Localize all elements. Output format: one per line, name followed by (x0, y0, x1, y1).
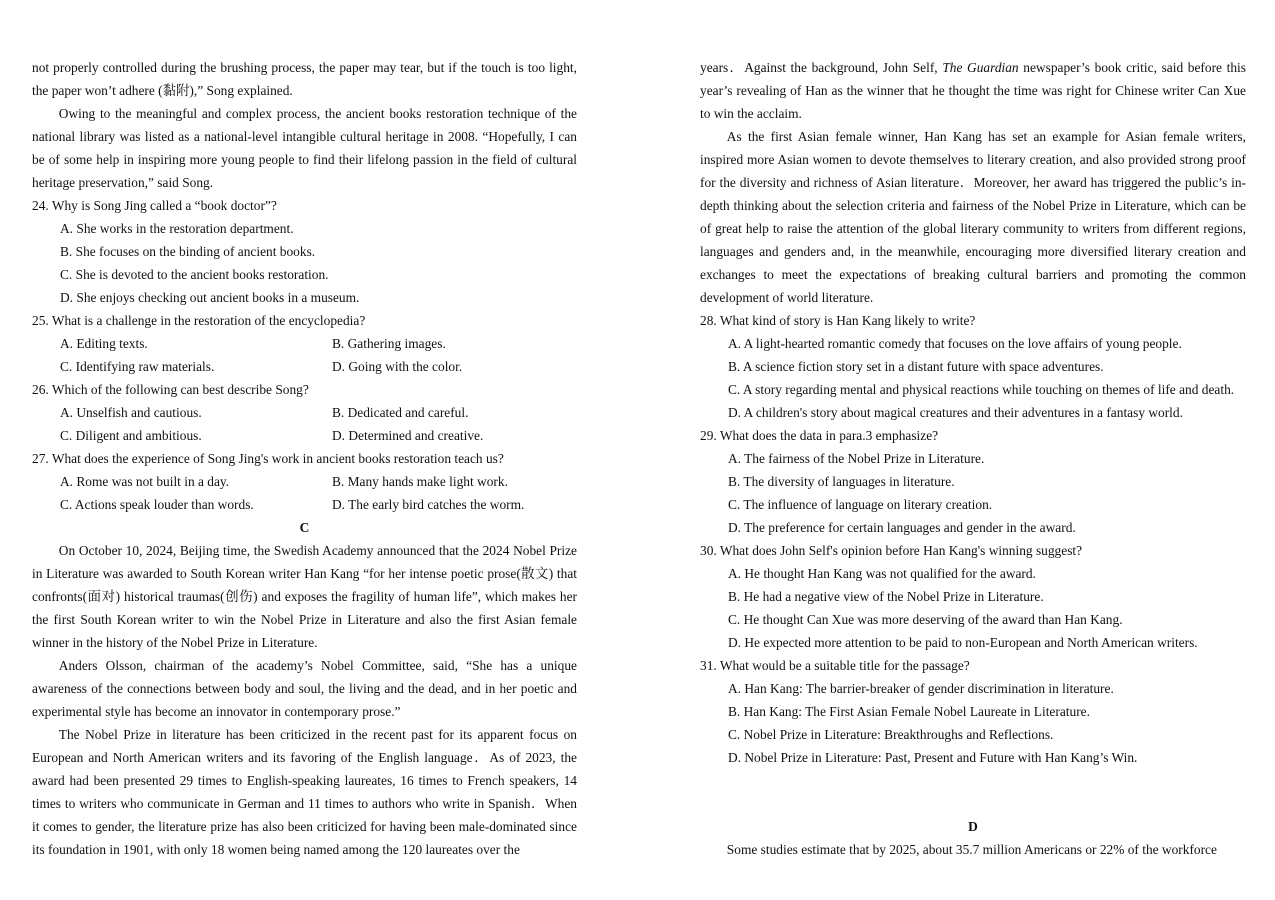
question-28-option-d: D. A children's story about magical creatures and their adventures in a fantasy world. (728, 405, 1183, 420)
question-27-option-a: A. Rome was not built in a day. (60, 474, 230, 489)
question-25-stem: 25. What is a challenge in the restoration of the encyclopedia? (32, 313, 366, 328)
question-28-option-c: C. A story regarding mental and physical reactions while touching on themes of life and death. (728, 382, 1235, 397)
question-27-option-b: B. Many hands make light work. (332, 474, 508, 489)
question-26-option-d: D. Determined and creative. (332, 428, 484, 443)
question-31-option-c: C. Nobel Prize in Literature: Breakthroughs and Reflections. (728, 727, 1054, 742)
passage-c-paragraph-3: The Nobel Prize in literature has been criticized in the recent past for its apparent focus on European and North American writers and its favoring of the English language．As of 2023, the award had been presented 29 times to English-speaking laureates, 16 times to French speakers, 14 times to writers who communicate in German and 11 times to authors who write in Spanish．When it comes to gender, the literature prize has also been criticized for having been male-dominated since its foundation in 1901, with only 18 women being named among the 120 laureates over the (32, 727, 577, 857)
question-25-option-c: C. Identifying raw materials. (60, 359, 215, 374)
passage-b-ending: not properly controlled during the brushing process, the paper may tear, but if the touch is too light, the paper won’t adhere (黏附),” Song explained. (32, 60, 577, 98)
question-27-option-c: C. Actions speak louder than words. (60, 497, 254, 512)
question-29-option-d: D. The preference for certain languages and gender in the award. (728, 520, 1076, 535)
question-28-option-b: B. A science fiction story set in a distant future with space adventures. (728, 359, 1104, 374)
question-24-stem: 24. Why is Song Jing called a “book doctor”? (32, 198, 277, 213)
question-26-stem: 26. Which of the following can best describe Song? (32, 382, 309, 397)
question-27-option-d: D. The early bird catches the worm. (332, 497, 525, 512)
question-30-option-d: D. He expected more attention to be paid to non-European and North American writers. (728, 635, 1198, 650)
question-29 (700, 424, 1246, 539)
question-26-option-b: B. Dedicated and careful. (332, 405, 469, 420)
section-d-heading: D (968, 819, 978, 834)
newspaper-title: The Guardian (942, 60, 1019, 75)
question-28 (700, 309, 1246, 424)
question-30-option-b: B. He had a negative view of the Nobel Prize in Literature. (728, 589, 1044, 604)
passage-c-paragraph-2: Anders Olsson, chairman of the academy’s Nobel Committee, said, “She has a unique awareness of the connections between body and soul, the living and the dead, and in her poetic and experimental style has become an innovator in contemporary prose.” (32, 658, 577, 719)
question-29-option-c: C. The influence of language on literary creation. (728, 497, 993, 512)
passage-c-paragraph-4: As the first Asian female winner, Han Kang has set an example for Asian female writers, inspired more Asian women to devote themselves to literary creation, and also provided strong proof for the diversity and richness of Asian literature．Moreover, her award has triggered the public’s in-depth thinking about the selection criteria and fairness of the Nobel Prize in Literature, which can be of great help to raise the attention of the global literary community to writers from different regions, languages and genders and, in the meanwhile, encouraging more diversified literary creation and exchanges to meet the expectations of breaking cultural barriers and promoting the common development of world literature. (700, 129, 1246, 305)
question-31 (700, 654, 1246, 769)
passage-d-paragraph-1: Some studies estimate that by 2025, about 35.7 million Americans or 22% of the workforce (726, 842, 1217, 857)
question-30-option-a: A. He thought Han Kang was not qualified for the award. (728, 566, 1036, 581)
question-27 (32, 447, 577, 516)
question-25-option-d: D. Going with the color. (332, 359, 463, 374)
vertical-spacer (700, 769, 1246, 815)
passage-c-paragraph-3-continued (700, 56, 1246, 125)
question-28-option-a: A. A light-hearted romantic comedy that focuses on the love affairs of young people. (728, 336, 1182, 351)
question-26-option-a: A. Unselfish and cautious. (60, 405, 202, 420)
question-25 (32, 309, 577, 378)
question-24-option-b: B. She focuses on the binding of ancient books. (60, 244, 316, 259)
passage-c-paragraph-1: On October 10, 2024, Beijing time, the Swedish Academy announced that the 2024 Nobel Prize in Literature was awarded to South Korean writer Han Kang “for her intense poetic prose(散文) that confronts(面对) historical traumas(创伤) and exposes the fragility of human life”, which makes her the first South Korean writer to win the Nobel Prize in Literature and also the first Asian female winner in the history of the Nobel Prize in Literature. (32, 543, 577, 650)
section-c-heading: C (299, 520, 310, 535)
question-30 (700, 539, 1246, 654)
question-28-stem: 28. What kind of story is Han Kang likely to write? (700, 313, 976, 328)
question-29-option-a: A. The fairness of the Nobel Prize in Literature. (728, 451, 985, 466)
right-column (700, 56, 1246, 861)
question-27-stem: 27. What does the experience of Song Jing's work in ancient books restoration teach us? (32, 451, 504, 466)
question-26-option-c: C. Diligent and ambitious. (60, 428, 202, 443)
question-24 (32, 194, 577, 309)
continued-text-end: newspaper’s book critic, said before this year’s revealing of Han as the winner that he thought the time was right for Chinese writer Can Xue to win the acclaim. (700, 60, 1246, 121)
question-31-option-d: D. Nobel Prize in Literature: Past, Present and Future with Han Kang’s Win. (728, 750, 1138, 765)
question-31-option-a: A. Han Kang: The barrier-breaker of gender discrimination in literature. (728, 681, 1114, 696)
question-24-option-a: A. She works in the restoration department. (60, 221, 294, 236)
question-25-option-b: B. Gathering images. (332, 336, 446, 351)
question-31-stem: 31. What would be a suitable title for the passage? (700, 658, 970, 673)
question-30-option-c: C. He thought Can Xue was more deserving of the award than Han Kang. (728, 612, 1123, 627)
question-24-option-d: D. She enjoys checking out ancient books in a museum. (60, 290, 360, 305)
continued-text-start: years．Against the background, John Self, (700, 60, 943, 75)
question-31-option-b: B. Han Kang: The First Asian Female Nobel Laureate in Literature. (728, 704, 1090, 719)
question-25-option-a: A. Editing texts. (60, 336, 148, 351)
left-column (32, 56, 577, 861)
question-26 (32, 378, 577, 447)
question-30-stem: 30. What does John Self's opinion before Han Kang's winning suggest? (700, 543, 1083, 558)
question-24-option-c: C. She is devoted to the ancient books restoration. (60, 267, 329, 282)
question-29-option-b: B. The diversity of languages in literature. (728, 474, 955, 489)
passage-b-heritage-paragraph: Owing to the meaningful and complex process, the ancient books restoration technique of the national library was listed as a national-level intangible cultural heritage in 2008. “Hopefully, I can be of some help in inspiring more young people to find their lifelong passion in the field of cultural heritage preservation,” said Song. (32, 106, 577, 190)
question-29-stem: 29. What does the data in para.3 emphasize? (700, 428, 939, 443)
